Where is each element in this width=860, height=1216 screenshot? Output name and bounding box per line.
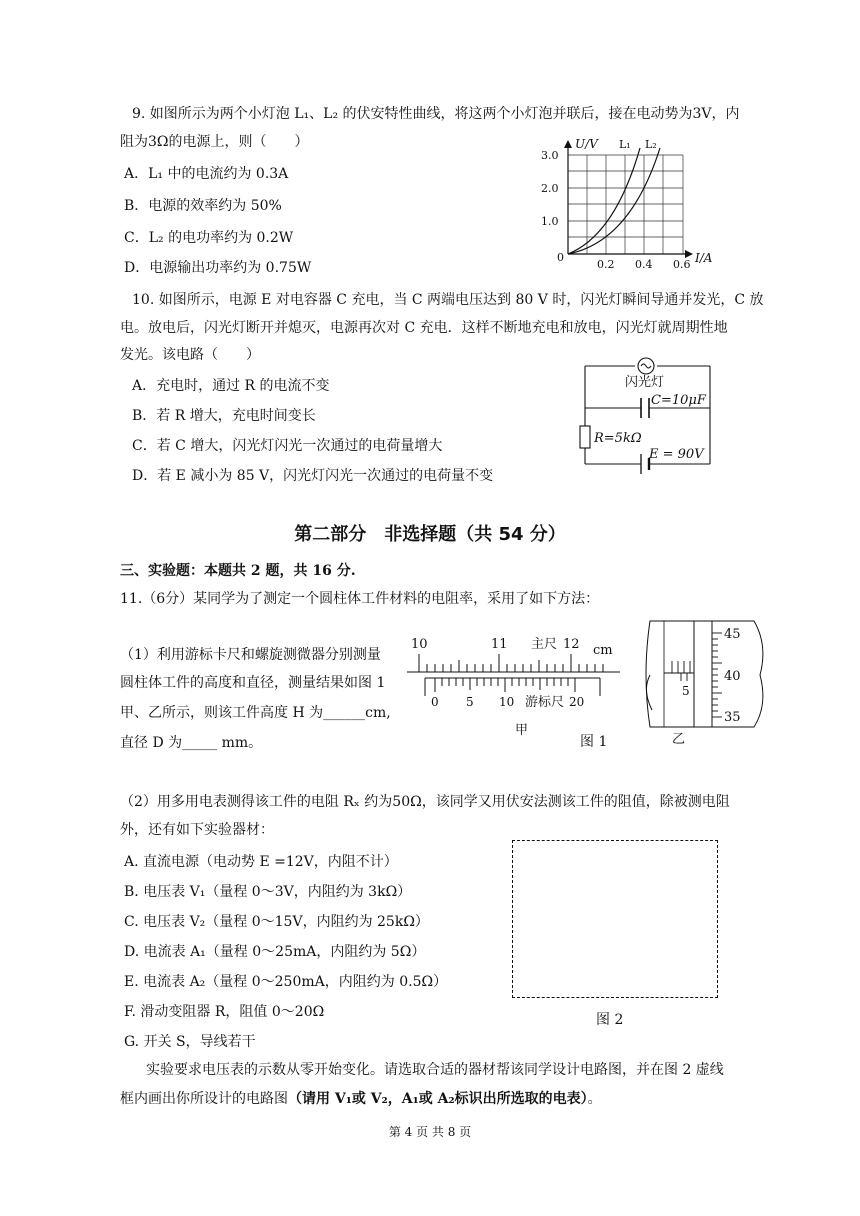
curve-label-l2: L₂ xyxy=(645,138,657,151)
x-axis-label: I/A xyxy=(695,251,713,265)
section3-heading: 三、实验题：本题共 2 题，共 16 分. xyxy=(120,563,356,579)
q9-stem-line1: 9. 如图所示为两个小灯泡 L₁、L₂ 的伏安特性曲线，将这两个小灯泡并联后，接在电动势为3V，内 xyxy=(132,106,740,122)
page-footer: 第 4 页 共 8 页 xyxy=(388,1125,472,1139)
q9-option-b: B．电源的效率约为 50% xyxy=(124,198,282,214)
graph-grid xyxy=(568,155,683,254)
equipment-a: A. 直流电源（电动势 E =12V，内阻不计） xyxy=(124,854,398,870)
micrometer-figure xyxy=(642,615,772,750)
q10-option-c: C．若 C 增大，闪光灯闪光一次通过的电荷量增大 xyxy=(132,438,443,454)
q11-requirement-line2 xyxy=(120,1089,602,1109)
resistor-label: R=5kΩ xyxy=(594,431,642,446)
caliper-unit: cm xyxy=(593,643,613,658)
y-axis-label: U/V xyxy=(575,137,598,151)
q9-stem-line2: 阻为3Ω的电源上，则（ ） xyxy=(120,134,309,150)
origin-label: 0 xyxy=(557,251,564,264)
q10-option-a: A．充电时，通过 R 的电流不变 xyxy=(132,378,330,394)
vernier-number-5: 5 xyxy=(466,695,474,709)
q10-stem-line3: 发光。该电路（ ） xyxy=(120,347,260,363)
requirement-end: 。 xyxy=(587,1091,602,1107)
thimble-number-45: 45 xyxy=(724,627,741,642)
fig1-caption: 图 1 xyxy=(580,734,608,750)
caption-jia: 甲 xyxy=(515,723,529,738)
x-axis-arrow xyxy=(685,250,693,258)
sleeve-number-5: 5 xyxy=(682,684,690,698)
capacitor-label: C=10μF xyxy=(651,393,706,408)
battery-symbol xyxy=(641,454,649,474)
x-tick-1: 0.2 xyxy=(597,258,615,270)
vernier-scale-label: 游标尺 xyxy=(525,695,565,710)
vernier-caliper-figure xyxy=(405,630,625,740)
requirement-text: 框内画出你所设计的电路图 xyxy=(120,1091,288,1107)
q10-option-d: D．若 E 减小为 85 V，闪光灯闪光一次通过的电荷量不变 xyxy=(132,468,494,484)
y-tick-2: 2.0 xyxy=(541,182,559,195)
equipment-e: E. 电流表 A₂（量程 0～250mA，内阻约为 0.5Ω） xyxy=(124,974,448,990)
thimble xyxy=(694,621,712,727)
equipment-g: G. 开关 S，导线若干 xyxy=(124,1034,256,1050)
q11-sub2-line2: 外，还有如下实验器材： xyxy=(120,822,274,838)
equipment-f: F. 滑动变阻器 R，阻值 0～20Ω xyxy=(124,1004,325,1020)
thimble-number-40: 40 xyxy=(724,669,741,684)
curve-label-l1: L₁ xyxy=(619,138,631,151)
q11-sub1-line1: （1）利用游标卡尺和螺旋测微器分别测量 xyxy=(120,647,381,663)
q11-stem: 11.（6分）某同学为了测定一个圆柱体工件材料的电阻率，采用了如下方法： xyxy=(120,591,600,607)
q11-sub1-line2: 圆柱体工件的高度和直径，测量结果如图 1 xyxy=(120,675,386,691)
caption-yi: 乙 xyxy=(672,732,686,747)
flash-lamp-circuit xyxy=(575,348,725,478)
equipment-c: C. 电压表 V₂（量程 0～15V，内阻约为 25kΩ） xyxy=(124,914,429,930)
capacitor-symbol xyxy=(641,398,649,418)
main-scale-label: 主尺 xyxy=(531,637,558,652)
q10-stem-line2: 电。放电后，闪光灯断开并熄灭，电源再次对 C 充电．这样不断地充电和放电，闪光灯就周期性地 xyxy=(120,320,728,336)
requirement-bold-note: （请用 V₁或 V₂，A₁或 A₂标识出所选取的电表） xyxy=(288,1091,588,1107)
q9-option-c: C．L₂ 的电功率约为 0.2W xyxy=(124,230,294,246)
resistor-symbol xyxy=(580,426,590,448)
x-tick-2: 0.4 xyxy=(635,258,653,270)
thimble-number-35: 35 xyxy=(724,710,741,725)
q9-option-d: D．电源输出功率约为 0.75W xyxy=(124,260,312,276)
fig2-caption: 图 2 xyxy=(596,1012,624,1028)
x-tick-3: 0.6 xyxy=(673,258,691,270)
q11-sub1-line3: 甲、乙所示，则该工件高度 H 为______cm, xyxy=(120,705,391,721)
q10-option-b: B．若 R 增大，充电时间变长 xyxy=(132,408,316,424)
main-number-11: 11 xyxy=(491,637,508,652)
y-axis-arrow xyxy=(564,140,572,148)
y-tick-3: 3.0 xyxy=(541,149,559,162)
q11-sub2-line1: （2）用多用电表测得该工件的电阻 Rₓ 约为50Ω，该同学又用伏安法测该工件的阻值，除被测电阻 xyxy=(120,794,730,810)
equipment-d: D. 电流表 A₁（量程 0～25mA，内阻约为 5Ω） xyxy=(124,944,426,960)
vernier-number-20: 20 xyxy=(569,695,585,709)
vernier-number-10: 10 xyxy=(499,695,515,709)
q11-requirement-line1: 实验要求电压表的示数从零开始变化。请选取合适的器材帮该同学设计电路图，并在图 2 虚线 xyxy=(146,1062,724,1078)
iv-characteristic-graph xyxy=(535,130,735,270)
source-label: E = 90V xyxy=(649,447,704,462)
main-number-12: 12 xyxy=(563,637,580,652)
equipment-b: B. 电压表 V₁（量程 0～3V，内阻约为 3kΩ） xyxy=(124,884,412,900)
circuit-drawing-box[interactable] xyxy=(512,840,718,998)
main-number-10: 10 xyxy=(411,637,428,652)
part2-title: 第二部分 非选择题（共 54 分） xyxy=(294,524,566,545)
vernier-number-0: 0 xyxy=(431,695,439,709)
q9-option-a: A．L₁ 中的电流约为 0.3A xyxy=(124,166,289,182)
q11-sub1-line4: 直径 D 为_____ mm。 xyxy=(120,735,263,751)
q10-stem-line1: 10. 如图所示，电源 E 对电容器 C 充电，当 C 两端电压达到 80 V 时，闪光灯瞬间导通并发光，C 放 xyxy=(132,292,764,308)
lamp-label: 闪光灯 xyxy=(625,375,665,390)
y-tick-1: 1.0 xyxy=(541,215,559,228)
curve-l2 xyxy=(568,148,660,254)
